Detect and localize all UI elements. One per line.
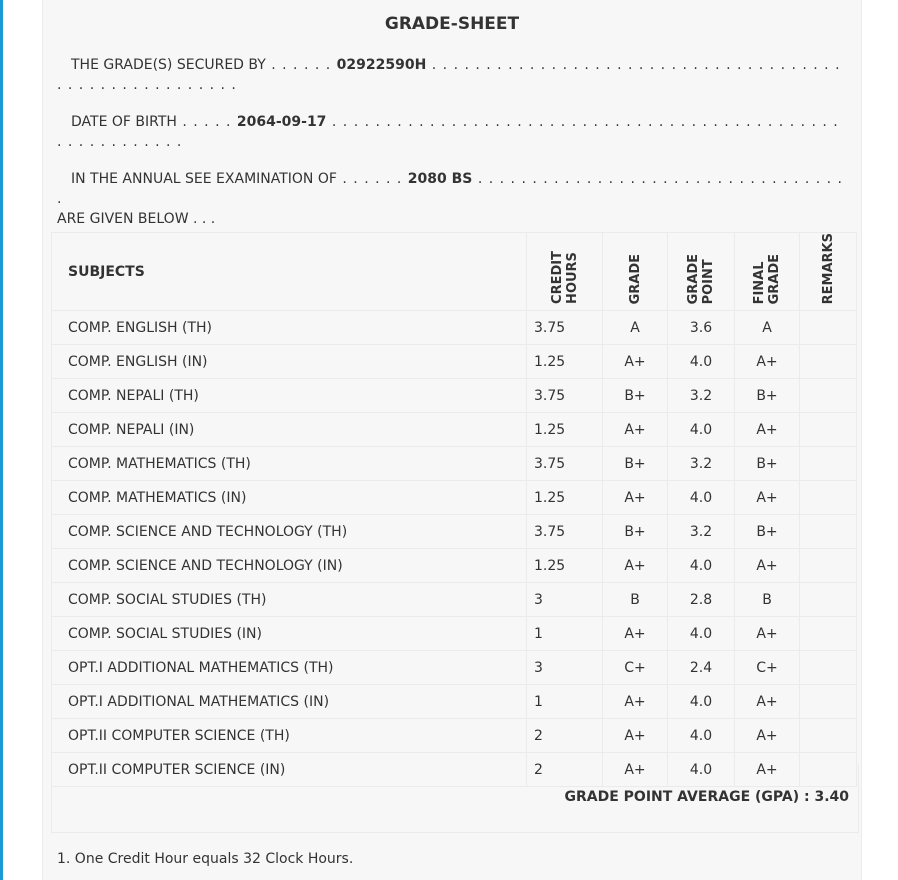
final-grade-cell: A+ <box>735 719 800 753</box>
grade-point-cell: 4.0 <box>668 685 735 719</box>
remarks-cell <box>800 447 857 481</box>
dob-label: DATE OF BIRTH <box>71 114 177 130</box>
credit-hours-cell: 1 <box>527 685 603 719</box>
grade-point-cell: 3.2 <box>668 447 735 481</box>
subject-cell: COMP. ENGLISH (IN) <box>52 345 527 379</box>
grades-table <box>51 232 857 787</box>
table-row <box>52 515 857 549</box>
secured-by-line: THE GRADE(S) SECURED BY . . . . . . 02922590H . . . . . . . . . . . . . . . . . . . . . . . . . . . . . . . . . . . . . . . . . . . . . . . . . . . . . . . <box>57 57 841 93</box>
remarks-cell <box>800 719 857 753</box>
grade-cell: B <box>603 583 668 617</box>
credit-hours-cell: 1.25 <box>527 481 603 515</box>
subject-cell: OPT.I ADDITIONAL MATHEMATICS (IN) <box>52 685 527 719</box>
subject-cell: OPT.I ADDITIONAL MATHEMATICS (TH) <box>52 651 527 685</box>
final-grade-cell: B+ <box>735 447 800 481</box>
credit-hours-cell: 1 <box>527 617 603 651</box>
final-grade-cell: A+ <box>735 413 800 447</box>
credit-hours-cell: 1.25 <box>527 549 603 583</box>
subject-cell: COMP. SOCIAL STUDIES (TH) <box>52 583 527 617</box>
final-grade-cell: A+ <box>735 685 800 719</box>
final-grade-cell: B <box>735 583 800 617</box>
grade-cell: B+ <box>603 515 668 549</box>
grade-cell: A+ <box>603 685 668 719</box>
final-grade-cell: A+ <box>735 753 800 787</box>
table-row <box>52 481 857 515</box>
subject-cell: COMP. MATHEMATICS (TH) <box>52 447 527 481</box>
credit-hours-cell: 3 <box>527 583 603 617</box>
grade-cell: A+ <box>603 549 668 583</box>
table-row <box>52 345 857 379</box>
header-grade: GRADE <box>603 233 668 311</box>
remarks-cell <box>800 481 857 515</box>
page-title: GRADE-SHEET <box>384 14 520 34</box>
credit-hours-cell: 1.25 <box>527 345 603 379</box>
grade-cell: B+ <box>603 379 668 413</box>
grade-point-cell: 4.0 <box>668 549 735 583</box>
grade-point-cell: 4.0 <box>668 617 735 651</box>
credit-hours-cell: 3.75 <box>527 311 603 345</box>
exam-label: IN THE ANNUAL SEE EXAMINATION OF <box>71 171 337 187</box>
table-row <box>52 379 857 413</box>
grade-point-cell: 4.0 <box>668 481 735 515</box>
final-grade-cell: C+ <box>735 651 800 685</box>
notes <box>57 846 353 872</box>
remarks-cell <box>800 311 857 345</box>
dob-value: 2064-09-17 <box>236 114 327 130</box>
remarks-cell <box>800 549 857 583</box>
final-grade-cell: A+ <box>735 617 800 651</box>
grade-point-cell: 4.0 <box>668 345 735 379</box>
remarks-cell <box>800 685 857 719</box>
header-subjects: SUBJECTS <box>52 233 527 311</box>
grade-point-cell: 2.8 <box>668 583 735 617</box>
header-grade-point: GRADE POINT <box>668 233 735 311</box>
grade-point-cell: 4.0 <box>668 719 735 753</box>
table-row <box>52 583 857 617</box>
credit-hours-cell: 3.75 <box>527 379 603 413</box>
grade-cell: A <box>603 311 668 345</box>
grade-cell: A+ <box>603 753 668 787</box>
final-grade-cell: B+ <box>735 515 800 549</box>
remarks-cell <box>800 515 857 549</box>
grade-point-cell: 3.2 <box>668 379 735 413</box>
credit-hours-cell: 1.25 <box>527 413 603 447</box>
table-header-row <box>52 233 857 311</box>
grade-cell: A+ <box>603 617 668 651</box>
header-credit-hours: CREDIT HOURS <box>527 233 603 311</box>
credit-hours-cell: 3.75 <box>527 515 603 549</box>
exam-suffix: ARE GIVEN BELOW . . . <box>57 211 216 227</box>
final-grade-cell: B+ <box>735 379 800 413</box>
subject-cell: OPT.II COMPUTER SCIENCE (TH) <box>52 719 527 753</box>
subject-cell: COMP. ENGLISH (TH) <box>52 311 527 345</box>
grade-cell: B+ <box>603 447 668 481</box>
table-row <box>52 651 857 685</box>
remarks-cell <box>800 345 857 379</box>
final-grade-cell: A+ <box>735 549 800 583</box>
final-grade-cell: A+ <box>735 481 800 515</box>
subject-cell: COMP. NEPALI (IN) <box>52 413 527 447</box>
table-row <box>52 413 857 447</box>
left-accent-bar <box>0 0 3 880</box>
subject-cell: OPT.II COMPUTER SCIENCE (IN) <box>52 753 527 787</box>
remarks-cell <box>800 583 857 617</box>
credit-hours-cell: 3 <box>527 651 603 685</box>
symbol-number: 02922590H <box>336 57 427 73</box>
remarks-cell <box>800 617 857 651</box>
table-row <box>52 311 857 345</box>
credit-hours-cell: 2 <box>527 719 603 753</box>
exam-year: 2080 BS <box>407 171 473 187</box>
grade-cell: C+ <box>603 651 668 685</box>
table-row <box>52 719 857 753</box>
table-row <box>52 617 857 651</box>
grade-point-cell: 4.0 <box>668 413 735 447</box>
grade-cell: A+ <box>603 719 668 753</box>
exam-line: IN THE ANNUAL SEE EXAMINATION OF . . . . . . 2080 BS . . . . . . . . . . . . . . . . . . . . . . . . . . . . . . . . . . . ARE GIVEN BELOW . . . <box>57 171 844 227</box>
grade-sheet <box>42 0 862 880</box>
gpa-summary: GRADE POINT AVERAGE (GPA) : 3.40 <box>564 789 849 805</box>
grade-point-cell: 3.2 <box>668 515 735 549</box>
remarks-cell <box>800 379 857 413</box>
credit-hours-cell: 2 <box>527 753 603 787</box>
grade-cell: A+ <box>603 413 668 447</box>
subject-cell: COMP. SCIENCE AND TECHNOLOGY (IN) <box>52 549 527 583</box>
note-item: 1. One Credit Hour equals 32 Clock Hours. <box>57 851 354 867</box>
grade-cell: A+ <box>603 345 668 379</box>
table-row <box>52 685 857 719</box>
final-grade-cell: A+ <box>735 345 800 379</box>
subject-cell: COMP. NEPALI (TH) <box>52 379 527 413</box>
header-final-grade: FINAL GRADE <box>735 233 800 311</box>
subject-cell: COMP. SCIENCE AND TECHNOLOGY (TH) <box>52 515 527 549</box>
final-grade-cell: A <box>735 311 800 345</box>
grade-point-cell: 2.4 <box>668 651 735 685</box>
table-row <box>52 447 857 481</box>
subject-cell: COMP. MATHEMATICS (IN) <box>52 481 527 515</box>
table-row <box>52 549 857 583</box>
subject-cell: COMP. SOCIAL STUDIES (IN) <box>52 617 527 651</box>
grade-cell: A+ <box>603 481 668 515</box>
secured-by-label: THE GRADE(S) SECURED BY <box>71 57 266 73</box>
remarks-cell <box>800 651 857 685</box>
grade-point-cell: 3.6 <box>668 311 735 345</box>
grade-point-cell: 4.0 <box>668 753 735 787</box>
header-remarks: REMARKS <box>800 233 857 311</box>
remarks-cell <box>800 413 857 447</box>
credit-hours-cell: 3.75 <box>527 447 603 481</box>
dob-line: DATE OF BIRTH . . . . . 2064-09-17 . . . . . . . . . . . . . . . . . . . . . . . . . . . . . . . . . . . . . . . . . . . . . . . . . . . . . . . . . . . <box>57 114 839 150</box>
